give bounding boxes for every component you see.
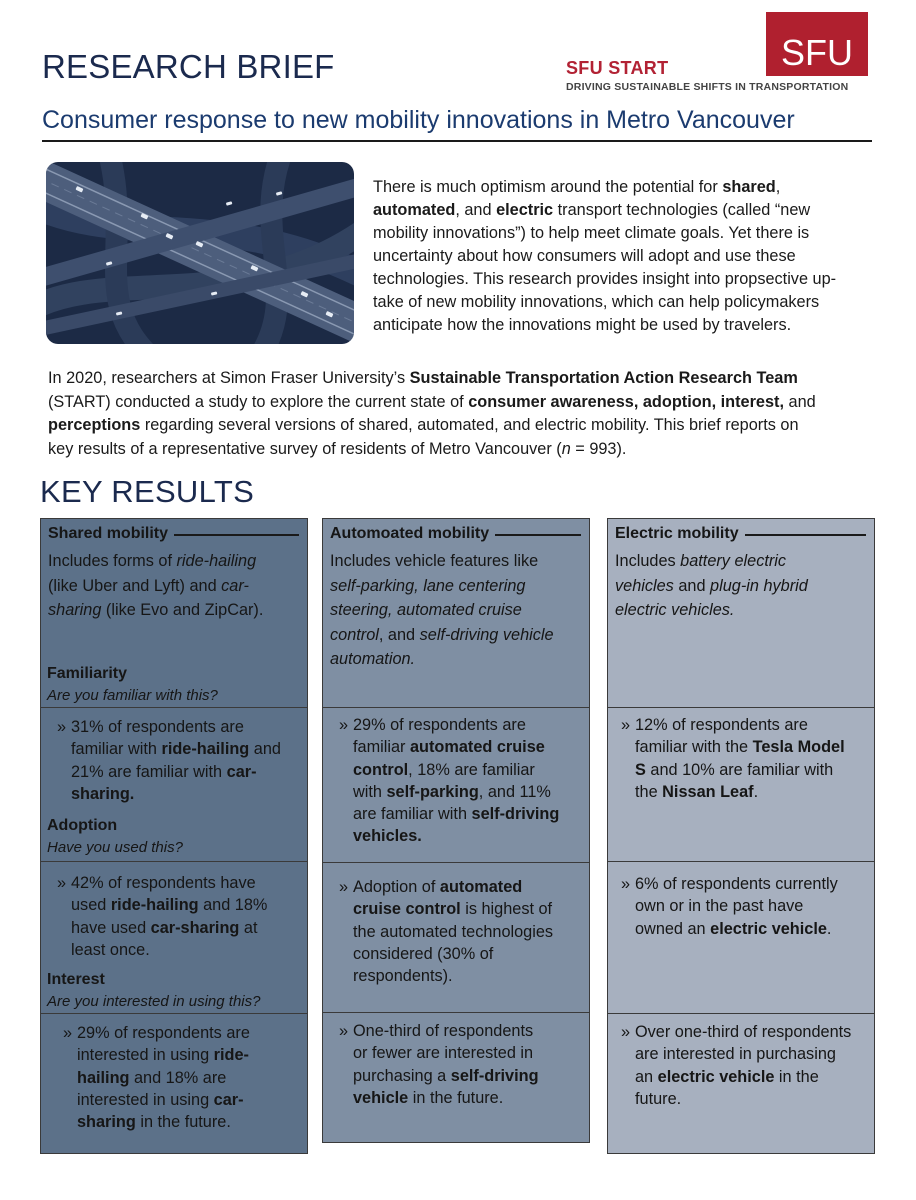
highway-interchange-image <box>46 162 354 344</box>
study-paragraph: In 2020, researchers at Simon Fraser University’s Sustainable Transportation Action Research Team (START) conducted a study to explore the current state of consumer awareness, adoption, interest, and perceptions regarding several versions of shared, automated, and electric mobility. This brief reports on key results of a representative survey of residents of Metro Vancouver (n = 993). <box>48 369 816 458</box>
intro-text: There is much optimism around the potential for shared, automated, and electric transport technologies (called “new mobility innovations”) to help meet climate goals. Yet there is uncertainty about how consumers will adopt and use these technologies. This research provides insight into propsective up- take of new mobility innovations, which can help policymakers anticipate how the innovations might be used by travelers. <box>373 178 837 334</box>
electric-mobility-column <box>607 518 875 1154</box>
electric-description: Includes battery electric vehicles and plug-in hybrid electric vehicles. <box>615 552 808 619</box>
shared-familiarity-bullet: » 31% of respondents are familiar with ride-hailing and 21% are familiar with car- sharing. <box>57 718 281 803</box>
sfu-logo: SFU <box>766 12 868 76</box>
brand-name: SFU START <box>566 58 669 78</box>
electric-familiarity-bullet: » 12% of respondents are familiar with the Tesla Model S and 10% are familiar with the Nissan Leaf. <box>621 716 845 801</box>
shared-adoption-bullet: » 42% of respondents have used ride-hailing and 18% have used car-sharing at least once. <box>57 874 268 959</box>
title-divider <box>42 140 872 142</box>
automated-mobility-column <box>322 518 590 1143</box>
page-subtitle: Consumer response to new mobility innovations in Metro Vancouver <box>42 106 795 134</box>
electric-familiarity-section <box>608 708 874 862</box>
electric-header-section <box>608 519 874 708</box>
automated-familiarity-section <box>323 708 589 863</box>
automated-header-section <box>323 519 589 708</box>
familiarity-question: Are you familiar with this? <box>47 687 218 704</box>
automated-interest-bullet: » One-third of respondents or fewer are interested in purchasing a self-driving vehicle in the future. <box>339 1022 539 1107</box>
adoption-question: Have you used this? <box>47 839 183 856</box>
automated-adoption-bullet: » Adoption of automated cruise control is highest of the automated technologies considered (30% of respondents). <box>339 878 554 986</box>
brief-title: RESEARCH BRIEF <box>42 48 335 85</box>
electric-heading: Electric mobility <box>615 525 866 543</box>
automated-interest-section <box>323 1013 589 1142</box>
shared-header-section <box>41 519 307 708</box>
electric-interest-bullet: » Over one-third of respondents are interested in purchasing an electric vehicle in the future. <box>621 1023 852 1108</box>
automated-heading: Automoated mobility <box>330 525 581 543</box>
shared-adoption-section <box>41 862 307 1014</box>
electric-adoption-section <box>608 862 874 1014</box>
interest-question: Are you interested in using this? <box>47 993 261 1010</box>
shared-familiarity-section <box>41 708 307 862</box>
shared-interest-bullet: » 29% of respondents are interested in using ride- hailing and 18% are interested in using car- sharing in the future. <box>63 1024 250 1132</box>
electric-adoption-bullet: » 6% of respondents currently own or in the past have owned an electric vehicle. <box>621 875 838 938</box>
shared-description: Includes forms of ride-hailing (like Uber and Lyft) and car- sharing (like Evo and ZipCar). <box>48 552 264 619</box>
shared-heading: Shared mobility <box>48 525 299 543</box>
electric-interest-section <box>608 1014 874 1154</box>
brand-tagline: DRIVING SUSTAINABLE SHIFTS IN TRANSPORTATION <box>566 81 849 93</box>
adoption-label: Adoption <box>47 817 118 834</box>
key-results-heading: KEY RESULTS <box>40 474 255 509</box>
automated-description: Includes vehicle features like self-parking, lane centering steering, automated cruise control, and self-driving vehicle automation. <box>330 552 554 668</box>
shared-mobility-column <box>40 518 308 1154</box>
automated-familiarity-bullet: » 29% of respondents are familiar automated cruise control, 18% are familiar with self-parking, and 11% are familiar with self-driving vehicles. <box>339 716 560 846</box>
automated-adoption-section <box>323 863 589 1013</box>
familiarity-label: Familiarity <box>47 665 128 682</box>
interest-label: Interest <box>47 971 105 988</box>
shared-interest-section <box>41 1014 307 1154</box>
